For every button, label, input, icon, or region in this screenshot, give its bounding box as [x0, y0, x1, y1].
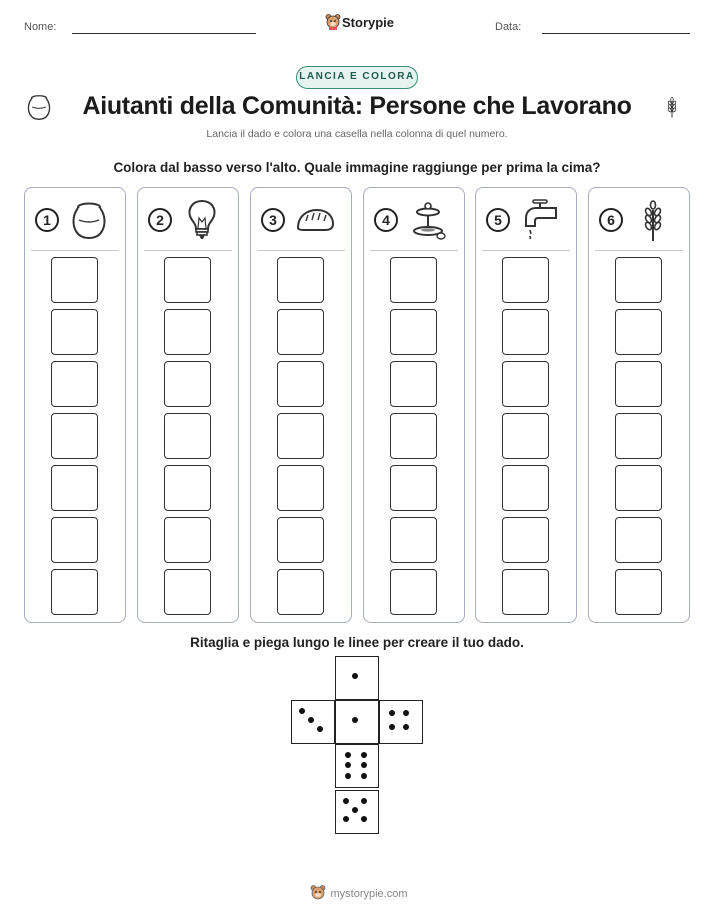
color-box[interactable]: [277, 361, 324, 407]
color-box[interactable]: [51, 569, 98, 615]
column-divider: [144, 250, 232, 251]
page-subtitle: Lancia il dado e colora una casella nella colonna di quel numero.: [206, 128, 508, 140]
column-divider: [482, 250, 570, 251]
page-title: Aiutanti della Comunità: Persone che Lavorano: [82, 92, 632, 120]
color-box[interactable]: [615, 413, 662, 459]
column-5: [475, 187, 577, 623]
name-label: Nome:: [24, 21, 57, 33]
coloring-instruction: Colora dal basso verso l'alto. Quale immagine raggiunge per prima la cima?: [113, 160, 601, 175]
color-box[interactable]: [51, 309, 98, 355]
color-box[interactable]: [164, 257, 211, 303]
column-number: 4: [374, 208, 398, 232]
color-box[interactable]: [164, 361, 211, 407]
column-divider: [257, 250, 345, 251]
column-number: 6: [599, 208, 623, 232]
color-box[interactable]: [51, 361, 98, 407]
bread-icon: [295, 198, 335, 242]
color-box[interactable]: [615, 361, 662, 407]
die-pip: [299, 708, 305, 714]
die-pip: [308, 717, 314, 723]
column-divider: [595, 250, 683, 251]
color-box[interactable]: [615, 309, 662, 355]
color-box[interactable]: [502, 517, 549, 563]
color-box[interactable]: [51, 465, 98, 511]
footer-url: mystorypie.com: [330, 888, 408, 900]
brand-logo: [325, 12, 395, 34]
die-pip: [352, 673, 358, 679]
pot-icon: [24, 92, 54, 122]
column-number: 5: [486, 208, 510, 232]
color-box[interactable]: [502, 569, 549, 615]
color-box[interactable]: [277, 257, 324, 303]
color-box[interactable]: [164, 465, 211, 511]
die-pip: [343, 816, 349, 822]
column-number: 3: [261, 208, 285, 232]
brand-name: Storypie: [342, 15, 395, 30]
column-number: 2: [148, 208, 172, 232]
color-box[interactable]: [502, 465, 549, 511]
color-box[interactable]: [51, 413, 98, 459]
die-face-1: [335, 656, 379, 700]
color-box[interactable]: [164, 309, 211, 355]
die-face-6: [335, 744, 379, 788]
die-face-1b: [335, 700, 379, 744]
column-2: [137, 187, 239, 623]
die-face-5: [335, 790, 379, 834]
column-divider: [370, 250, 458, 251]
die-pip: [352, 807, 358, 813]
color-box[interactable]: [51, 257, 98, 303]
color-box[interactable]: [390, 413, 437, 459]
die-pip: [389, 710, 395, 716]
color-box[interactable]: [164, 413, 211, 459]
activity-badge: LANCIA E COLORA: [296, 66, 418, 89]
color-box[interactable]: [615, 257, 662, 303]
column-divider: [31, 250, 119, 251]
die-pip: [317, 726, 323, 732]
fountain-icon: [408, 198, 448, 242]
color-box[interactable]: [164, 569, 211, 615]
die-pip: [361, 773, 367, 779]
die-face-3: [291, 700, 335, 744]
wheat-icon: [633, 198, 673, 242]
column-1: [24, 187, 126, 623]
die-pip: [352, 717, 358, 723]
die-pip: [361, 798, 367, 804]
die-pip: [345, 752, 351, 758]
color-box[interactable]: [502, 413, 549, 459]
wheat-icon: [662, 91, 682, 123]
color-box[interactable]: [390, 361, 437, 407]
color-box[interactable]: [390, 309, 437, 355]
cut-instruction: Ritaglia e piega lungo le linee per creare il tuo dado.: [190, 635, 524, 650]
color-box[interactable]: [502, 361, 549, 407]
color-box[interactable]: [390, 257, 437, 303]
color-box[interactable]: [390, 517, 437, 563]
date-label: Data:: [495, 21, 522, 33]
color-box[interactable]: [502, 309, 549, 355]
pot-icon: [69, 198, 109, 242]
column-number: 1: [35, 208, 59, 232]
color-box[interactable]: [277, 569, 324, 615]
color-box[interactable]: [277, 465, 324, 511]
die-pip: [361, 752, 367, 758]
die-pip: [403, 724, 409, 730]
date-line[interactable]: [542, 33, 690, 34]
color-box[interactable]: [390, 569, 437, 615]
column-4: [363, 187, 465, 623]
die-pip: [389, 724, 395, 730]
die-pip: [343, 798, 349, 804]
die-pip: [345, 773, 351, 779]
lightbulb-icon: [182, 198, 222, 242]
color-box[interactable]: [51, 517, 98, 563]
die-pip: [345, 762, 351, 768]
color-box[interactable]: [277, 413, 324, 459]
color-box[interactable]: [277, 517, 324, 563]
die-pip: [403, 710, 409, 716]
die-pip: [361, 762, 367, 768]
color-box[interactable]: [390, 465, 437, 511]
name-line[interactable]: [72, 33, 256, 34]
bear-logo-icon: [325, 13, 341, 31]
color-box[interactable]: [615, 517, 662, 563]
die-pip: [361, 816, 367, 822]
die-face-4: [379, 700, 423, 744]
column-3: [250, 187, 352, 623]
faucet-icon: [520, 198, 560, 242]
column-6: [588, 187, 690, 623]
color-box[interactable]: [164, 517, 211, 563]
color-box[interactable]: [277, 309, 324, 355]
color-box[interactable]: [615, 465, 662, 511]
color-box[interactable]: [615, 569, 662, 615]
color-box[interactable]: [502, 257, 549, 303]
